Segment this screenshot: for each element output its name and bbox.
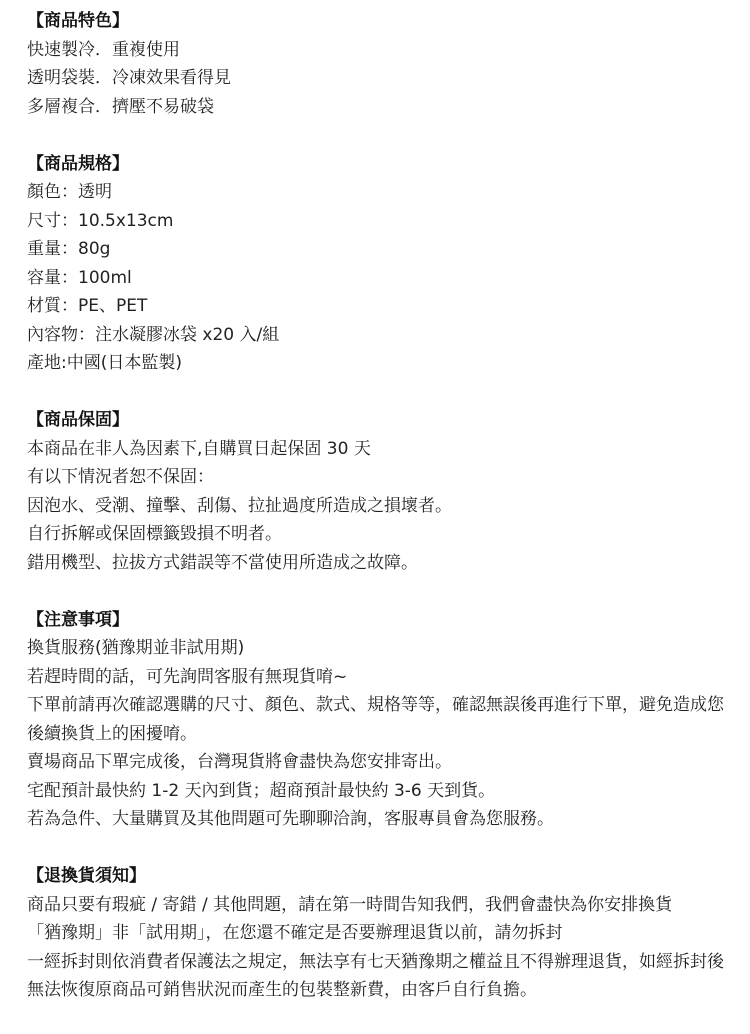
- warranty-title: 【商品保固】: [27, 410, 129, 430]
- returns-line: 「猶豫期」非「試用期」，在您還不確定是否要辦理退貨以前，請勿拆封: [27, 923, 563, 943]
- warranty-line: 自行拆解或保固標籤毀損不明者。: [27, 524, 282, 544]
- warranty-line: 因泡水、受潮、撞擊、刮傷、拉扯過度所造成之損壞者。: [27, 495, 452, 516]
- notes-line: 若趕時間的話，可先詢問客服有無現貨唷~: [27, 666, 348, 687]
- spec-contents: 內容物：注水凝膠冰袋 x20 入/組: [27, 324, 280, 345]
- features-section: [27, 7, 728, 121]
- spec-size: 尺寸：10.5x13cm: [27, 210, 174, 231]
- warranty-line: 有以下情況者恕不保固：: [27, 467, 214, 487]
- notes-line: 賣場商品下單完成後，台灣現貨將會盡快為您安排寄出。: [27, 752, 452, 772]
- spec-color: 顏色：透明: [27, 182, 112, 202]
- returns-line: 一經拆封則依消費者保護法之規定，無法享有七天猶豫期之權益且不得辦理退貨，如經拆封後無法恢復原商品可銷售狀況而產生的包裝整新費，由客戶自行負擔。: [27, 951, 724, 1000]
- notes-title: 【注意事項】: [27, 609, 129, 630]
- notes-line: 宅配預計最快約 1-2 天內到貨；超商預計最快約 3-6 天到貨。: [27, 780, 496, 801]
- spec-origin: 產地:中國(日本監製): [27, 353, 182, 373]
- returns-line: 商品只要有瑕疵 / 寄錯 / 其他問題，請在第一時間告知我們，我們會盡快為你安排換貨: [27, 894, 673, 915]
- notes-line: 若為急件、大量購買及其他問題可先聊聊洽詢，客服專員會為您服務。: [27, 809, 554, 829]
- features-line: 透明袋裝．冷凍效果看得見: [27, 68, 231, 88]
- warranty-line: 錯用機型、拉拔方式錯誤等不當使用所造成之故障。: [27, 552, 418, 573]
- features-title: 【商品特色】: [27, 11, 129, 31]
- spec-capacity: 容量：100ml: [27, 267, 132, 288]
- notes-section: [27, 606, 728, 834]
- warranty-section: [27, 406, 728, 577]
- returns-title: 【退換貨須知】: [27, 866, 146, 886]
- specs-section: [27, 150, 728, 378]
- returns-section: [27, 862, 728, 1005]
- features-line: 多層複合．擠壓不易破袋: [27, 96, 214, 117]
- spec-weight: 重量：80g: [27, 239, 111, 259]
- features-line: 快速製冷．重複使用: [27, 39, 180, 60]
- warranty-line: 本商品在非人為因素下,自購買日起保固 30 天: [27, 438, 371, 459]
- specs-title: 【商品規格】: [27, 153, 129, 174]
- notes-line: 下單前請再次確認選購的尺寸、顏色、款式、規格等等，確認無誤後再進行下單，避免造成您後續換貨上的困擾唷。: [27, 695, 724, 744]
- notes-line: 換貨服務(猶豫期並非試用期): [27, 638, 245, 658]
- spec-material: 材質：PE、PET: [27, 296, 148, 316]
